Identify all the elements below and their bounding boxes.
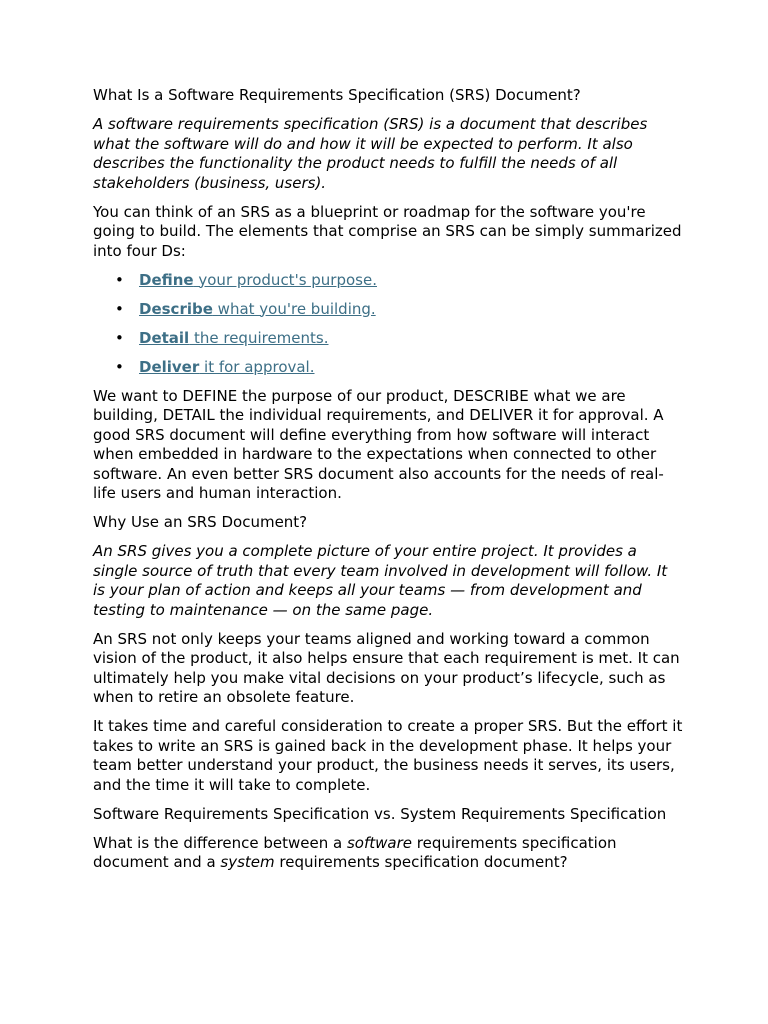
bullet-icon: • — [115, 328, 124, 347]
detail-keyword: Detail — [139, 328, 190, 347]
describe-link[interactable] — [139, 300, 376, 318]
deliver-link[interactable] — [139, 358, 315, 376]
alignment-paragraph: An SRS not only keeps your teams aligned and working toward a common vision of the product, it also helps ensure that each requirement is met. It can ultimately help you make vital decisions on your product’s lifecycle, such as when to retire an obsolete feature. — [93, 629, 680, 706]
bullet-icon: • — [115, 357, 124, 376]
question-part-3: requirements specification document? — [274, 853, 568, 871]
define-keyword: Define — [139, 270, 194, 289]
deliver-keyword: Deliver — [139, 357, 200, 376]
define-text: your product's purpose. — [193, 270, 377, 289]
deliver-text: it for approval. — [199, 357, 315, 376]
describe-text: what you're building. — [212, 299, 376, 318]
define-link[interactable] — [139, 271, 377, 289]
heading-software-vs-system: Software Requirements Specification vs. System Requirements Specification — [93, 804, 667, 823]
question-part-1: What is the difference between a — [93, 833, 347, 852]
bullet-icon: • — [115, 270, 124, 289]
difference-question — [93, 834, 683, 873]
detail-text: the requirements. — [189, 328, 329, 347]
heading-what-is-srs: What Is a Software Requirements Specification (SRS) Document? — [93, 86, 581, 104]
describe-keyword: Describe — [139, 299, 213, 318]
list-item-describe — [93, 300, 683, 320]
detail-link[interactable] — [139, 329, 329, 347]
heading-why-use-srs: Why Use an SRS Document? — [93, 513, 308, 531]
question-software-italic: software — [346, 833, 412, 852]
four-ds-summary-paragraph: We want to DEFINE the purpose of our product, DESCRIBE what we are building, DETAIL the individual requirements, and DELIVER it for approval. A good SRS document will define everything from how software will interact when embedded in hardware to the expectations when connected to other software. An even better SRS document also accounts for the needs of real-life users and human interaction. — [93, 386, 664, 502]
list-item-define — [93, 271, 683, 291]
srs-intro-paragraph: You can think of an SRS as a blueprint or roadmap for the software you're going to build. The elements that comprise an SRS can be simply summarized into four Ds: — [93, 202, 682, 260]
why-srs-quote: An SRS gives you a complete picture of your entire project. It provides a single source of truth that every team involved in development will follow. It is your plan of action and keeps all your teams — from development and testing to maintenance — on the same page. — [93, 542, 668, 619]
bullet-icon: • — [115, 299, 124, 318]
four-ds-list — [93, 271, 683, 378]
question-part-2: requirements specification document and a — [93, 833, 617, 871]
list-item-detail — [93, 329, 683, 349]
list-item-deliver — [93, 358, 683, 378]
question-system-italic: system — [220, 853, 275, 871]
effort-paragraph: It takes time and careful consideration to create a proper SRS. But the effort it takes to write an SRS is gained back in the development phase. It helps your team better understand your product, the business needs it serves, its users, and the time it will take to complete. — [93, 717, 683, 794]
document-page — [93, 86, 683, 882]
srs-definition: A software requirements specification (SRS) is a document that describes what the software will do and how it will be expected to perform. It also describes the functionality the product needs to fulfill the needs of all stakeholders (business, users). — [93, 115, 648, 192]
